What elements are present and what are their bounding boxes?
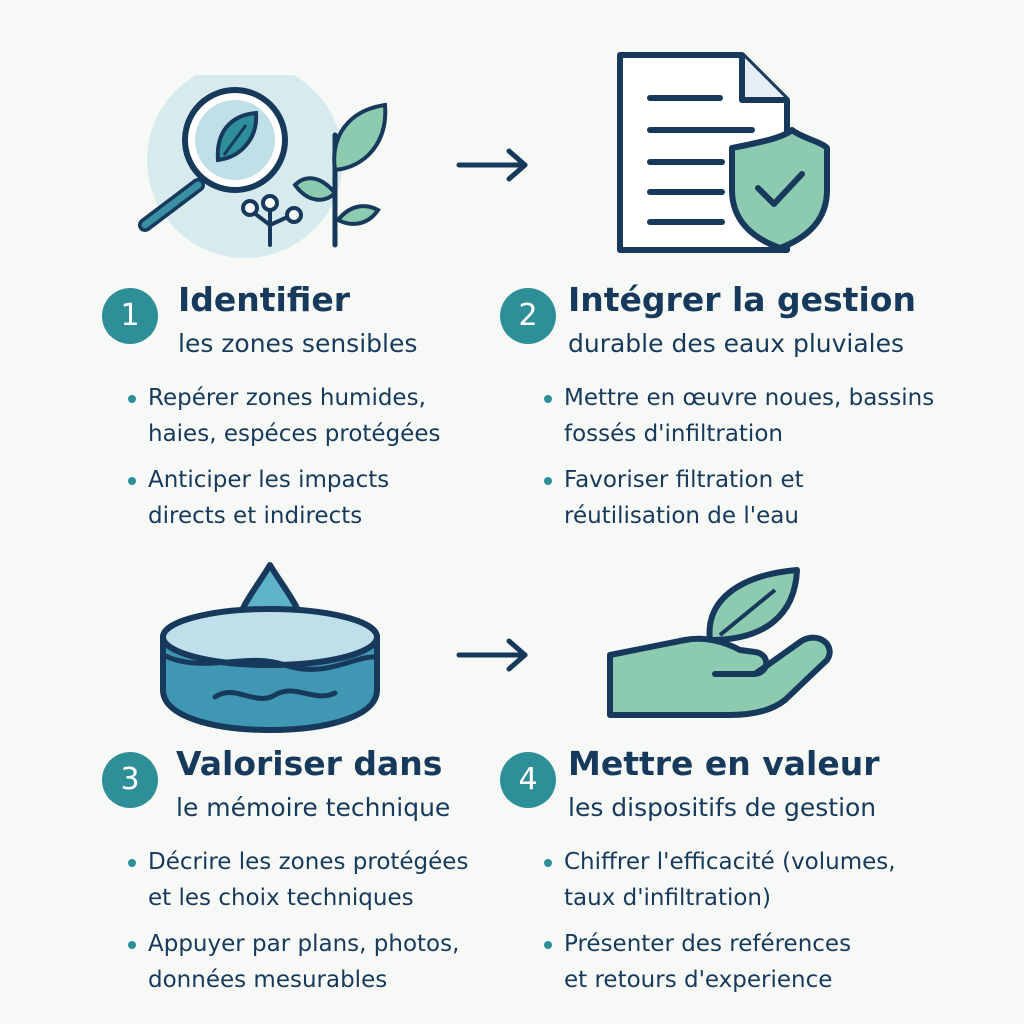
list-item: Anticiper les impacts directs et indirects — [124, 462, 484, 534]
step-number-badge: 4 — [500, 752, 556, 808]
step-title: Identifier — [178, 280, 350, 319]
step-number-badge: 3 — [102, 752, 158, 808]
list-item: Repérer zones humides, haies, espéces protégées — [124, 380, 484, 452]
water-drop-basin-icon — [155, 555, 385, 735]
list-item: Chiffrer l'efficacité (volumes, taux d'infiltration) — [540, 844, 980, 916]
step-subtitle: les dispositifs de gestion — [568, 793, 877, 822]
bullet-dot-icon — [128, 477, 136, 485]
step-title: Intégrer la gestion — [568, 280, 916, 319]
bullet-dot-icon — [544, 859, 552, 867]
bullet-list — [124, 380, 484, 544]
hand-leaf-icon — [605, 560, 845, 730]
bullet-dot-icon — [128, 395, 136, 403]
bullet-dot-icon — [128, 941, 136, 949]
list-item: Présenter des reférences et retours d'experience — [540, 926, 980, 998]
step-number-badge: 2 — [500, 288, 556, 344]
document-shield-check-icon — [612, 50, 842, 260]
arrow-right-icon — [455, 145, 535, 185]
step-title: Mettre en valeur — [568, 744, 880, 783]
bullet-dot-icon — [544, 941, 552, 949]
step-subtitle: les zones sensibles — [178, 329, 418, 358]
bullet-list — [540, 844, 980, 1008]
step-subtitle: le mémoire technique — [176, 793, 451, 822]
bullet-dot-icon — [544, 477, 552, 485]
bullet-dot-icon — [128, 859, 136, 867]
list-item: Mettre en œuvre noues, bassins fossés d'infiltration — [540, 380, 980, 452]
list-item: Appuyer par plans, photos, données mesurables — [124, 926, 504, 998]
arrow-right-icon — [455, 635, 535, 675]
step-title: Valoriser dans — [176, 744, 443, 783]
list-item: Favoriser filtration et réutilisation de l'eau — [540, 462, 980, 534]
bullet-list — [540, 380, 980, 544]
bullet-dot-icon — [544, 395, 552, 403]
magnifier-leaf-plants-icon — [130, 75, 410, 265]
step-number-badge: 1 — [102, 288, 158, 344]
bullet-list — [124, 844, 504, 1008]
step-subtitle: durable des eaux pluviales — [568, 329, 905, 358]
list-item: Décrire les zones protégées et les choix techniques — [124, 844, 504, 916]
